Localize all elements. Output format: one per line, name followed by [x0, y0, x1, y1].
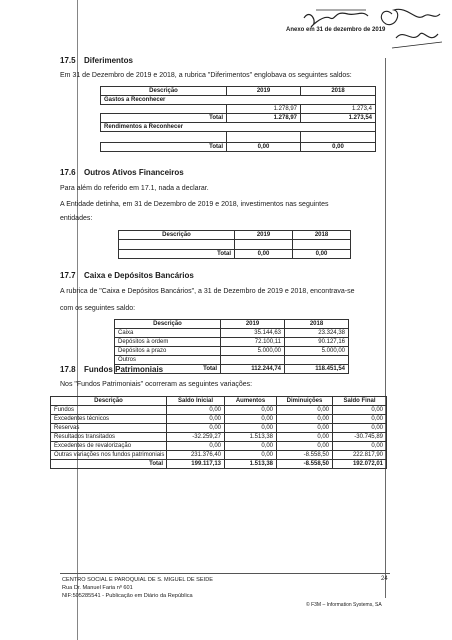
- section-number: 17.5: [60, 56, 76, 65]
- equity-changes-table: [50, 396, 387, 469]
- section-heading: Outros Ativos Financeiros: [84, 168, 184, 177]
- table-row: [51, 424, 387, 433]
- header-cell: Saldo Inicial: [167, 397, 225, 406]
- total-cell: 1.513,38: [225, 460, 277, 469]
- table-cell: 0,00: [277, 433, 333, 442]
- header-cell: 2018: [301, 87, 376, 96]
- total-cell: 0,00: [301, 143, 376, 152]
- header-cell: Descrição: [119, 231, 235, 240]
- table-cell: [227, 132, 301, 143]
- table-row: [119, 240, 351, 250]
- table-row: [101, 105, 376, 114]
- footer-software-credit: © F3M – Information Systems, SA: [306, 602, 382, 608]
- section-title-equity: [60, 365, 163, 374]
- table-row: [115, 356, 349, 365]
- header-cell: Aumentos: [225, 397, 277, 406]
- table-cell: Reservas: [51, 424, 167, 433]
- footer-address: Rua Dr. Manuel Faria nº 601: [62, 585, 133, 591]
- group-label: Rendimentos a Reconhecer: [101, 123, 376, 132]
- scan-margin-line: [385, 58, 386, 598]
- table-cell: 90.127,16: [285, 338, 349, 347]
- header-cell: 2019: [221, 320, 285, 329]
- table-cell: 5.000,00: [221, 347, 285, 356]
- total-cell: -8.558,50: [277, 460, 333, 469]
- header-cell: 2018: [285, 320, 349, 329]
- section-text: entidades:: [60, 215, 93, 222]
- scan-margin-line: [77, 0, 78, 640]
- table-cell: 1.278,97: [227, 105, 301, 114]
- table-row: [51, 451, 387, 460]
- table-cell: [101, 132, 227, 143]
- header-cell: 2019: [227, 87, 301, 96]
- header-cell: Descrição: [115, 320, 221, 329]
- table-cell: Depósitos a prazo: [115, 347, 221, 356]
- table-cell: 0,00: [225, 424, 277, 433]
- table-cell: Caixa: [115, 329, 221, 338]
- total-cell: 1.278,97: [227, 114, 301, 123]
- section-intro: Nos "Fundos Patrimoniais" ocorreram as seguintes variações:: [60, 381, 253, 388]
- group-label: Gastos a Reconhecer: [101, 96, 376, 105]
- table-cell: Depósitos à ordem: [115, 338, 221, 347]
- table-header-row: [115, 320, 349, 329]
- total-label: Total: [51, 460, 167, 469]
- table-cell: 35.144,63: [221, 329, 285, 338]
- financial-assets-table: [118, 230, 351, 259]
- section-number: 17.6: [60, 168, 76, 177]
- header-cell: Descrição: [101, 87, 227, 96]
- table-cell: [293, 240, 351, 250]
- table-cell: Excedentes técnicos: [51, 415, 167, 424]
- table-cell: [301, 132, 376, 143]
- table-cell: 0,00: [333, 406, 387, 415]
- table-row: [115, 329, 349, 338]
- total-cell: 112.244,74: [221, 365, 285, 374]
- section-text: A Entidade detinha, em 31 de Dezembro de 2019 e 2018, investimentos nas seguintes: [60, 201, 329, 208]
- section-heading: Diferimentos: [84, 56, 133, 65]
- section-intro: Em 31 de Dezembro de 2019 e 2018, a rubrica "Diferimentos" englobava os seguintes saldos:: [60, 72, 352, 79]
- table-cell: 5.000,00: [285, 347, 349, 356]
- section-text: com os seguintes saldo:: [60, 305, 136, 312]
- table-cell: 0,00: [167, 424, 225, 433]
- table-cell: 0,00: [333, 424, 387, 433]
- table-cell: Fundos: [51, 406, 167, 415]
- section-number: 17.8: [60, 365, 76, 374]
- deferrals-table: [100, 86, 376, 152]
- total-row: [119, 250, 351, 259]
- total-label: Total: [101, 114, 227, 123]
- section-title-deferrals: [60, 56, 133, 65]
- total-cell: 118.451,54: [285, 365, 349, 374]
- table-row: [51, 406, 387, 415]
- table-cell: 231.376,40: [167, 451, 225, 460]
- table-row: [101, 96, 376, 105]
- table-row: [115, 338, 349, 347]
- footer-org-name: CENTRO SOCIAL E PAROQUIAL DE S. MIGUEL DE SEIDE: [62, 577, 213, 583]
- header-cell: 2018: [293, 231, 351, 240]
- section-text: Para além do referido em 17.1, nada a declarar.: [60, 185, 209, 192]
- table-row: [51, 415, 387, 424]
- table-header-row: [119, 231, 351, 240]
- table-cell: 0,00: [167, 415, 225, 424]
- table-cell: 0,00: [277, 442, 333, 451]
- table-cell: Resultados transitados: [51, 433, 167, 442]
- table-cell: [101, 105, 227, 114]
- total-label: Total: [115, 365, 221, 374]
- table-cell: 0,00: [277, 406, 333, 415]
- table-row: [51, 442, 387, 451]
- table-row: [115, 347, 349, 356]
- table-cell: 0,00: [225, 442, 277, 451]
- table-cell: [285, 356, 349, 365]
- table-cell: -32.259,27: [167, 433, 225, 442]
- table-cell: 0,00: [167, 406, 225, 415]
- section-title-financial-assets: [60, 168, 184, 177]
- total-cell: 0,00: [227, 143, 301, 152]
- table-cell: Excedentes de revalorização: [51, 442, 167, 451]
- footer-divider: [60, 573, 390, 574]
- total-label: Total: [101, 143, 227, 152]
- total-row: [101, 114, 376, 123]
- table-row: [101, 132, 376, 143]
- table-cell: 0,00: [225, 415, 277, 424]
- table-row: [51, 433, 387, 442]
- annex-date: Anexo em 31 de dezembro de 2019: [286, 27, 386, 33]
- table-cell: [119, 240, 235, 250]
- section-title-cash: [60, 271, 194, 280]
- table-header-row: [51, 397, 387, 406]
- section-heading: Caixa e Depósitos Bancários: [84, 271, 194, 280]
- table-cell: -30.745,89: [333, 433, 387, 442]
- table-cell: 1.273,4: [301, 105, 376, 114]
- table-row: [101, 123, 376, 132]
- header-cell: Descrição: [51, 397, 167, 406]
- total-cell: 1.273,54: [301, 114, 376, 123]
- header-cell: Diminuições: [277, 397, 333, 406]
- table-cell: 72.100,11: [221, 338, 285, 347]
- table-cell: 0,00: [167, 442, 225, 451]
- table-cell: 222.817,90: [333, 451, 387, 460]
- table-cell: 0,00: [225, 406, 277, 415]
- table-cell: 0,00: [277, 415, 333, 424]
- table-cell: Outras variações nos fundos patrimoniais: [51, 451, 167, 460]
- table-cell: Outros: [115, 356, 221, 365]
- table-cell: 0,00: [277, 424, 333, 433]
- table-cell: [235, 240, 293, 250]
- total-cell: 192.072,01: [333, 460, 387, 469]
- section-heading: Fundos Patrimoniais: [84, 365, 164, 374]
- total-label: Total: [119, 250, 235, 259]
- header-cell: Saldo Final: [333, 397, 387, 406]
- table-header-row: [101, 87, 376, 96]
- table-cell: [221, 356, 285, 365]
- total-row: [101, 143, 376, 152]
- table-cell: 0,00: [333, 415, 387, 424]
- total-cell: 0,00: [293, 250, 351, 259]
- table-cell: 0,00: [225, 451, 277, 460]
- header-cell: 2019: [235, 231, 293, 240]
- table-cell: 0,00: [333, 442, 387, 451]
- total-cell: 199.117,13: [167, 460, 225, 469]
- table-cell: 23.324,38: [285, 329, 349, 338]
- footer-organization: [62, 576, 213, 600]
- table-cell: -8.558,50: [277, 451, 333, 460]
- section-text: A rubrica de "Caixa e Depósitos Bancários", a 31 de Dezembro de 2019 e 2018, encontrava-se: [60, 288, 355, 295]
- table-cell: 1.513,38: [225, 433, 277, 442]
- total-row: [51, 460, 387, 469]
- footer-nif: NIF:505285541 - Publicação em Diário da República: [62, 593, 193, 599]
- total-cell: 0,00: [235, 250, 293, 259]
- page-number: 24: [381, 576, 388, 582]
- section-number: 17.7: [60, 271, 76, 280]
